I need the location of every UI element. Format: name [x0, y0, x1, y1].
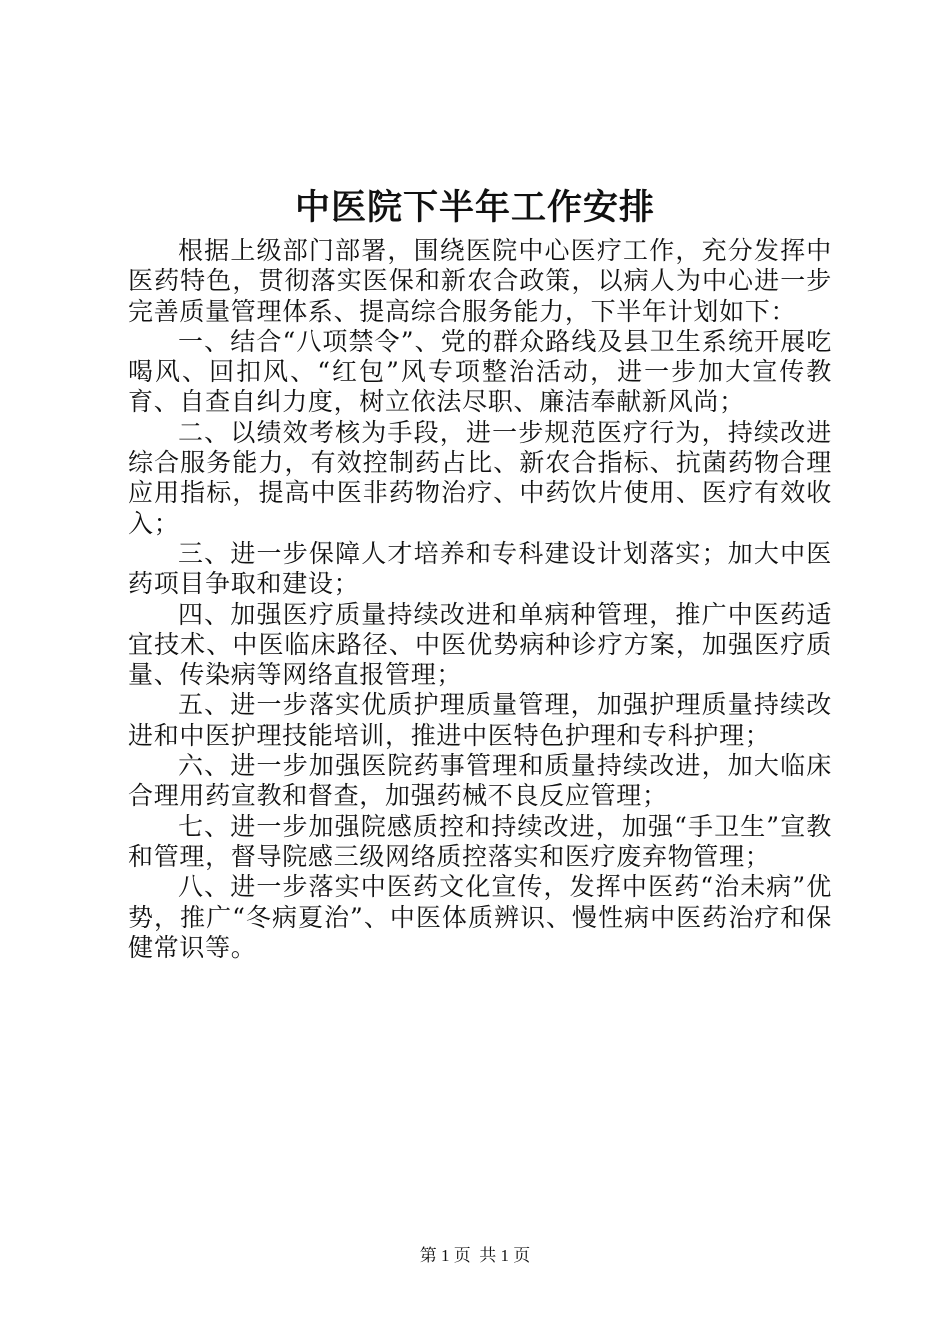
paragraph-item-1: 一、结合“八项禁令”、党的群众路线及县卫生系统开展吃喝风、回扣风、“红包”风专项整治活动，进一步加大宣传教育、自查自纠力度，树立依法尽职、廉洁奉献新风尚；: [128, 326, 832, 417]
page-number-label: 第 1 页 共 1 页: [419, 1246, 531, 1265]
paragraph-item-4: 四、加强医疗质量持续改进和单病种管理，推广中医药适宜技术、中医临床路径、中医优势病种诊疗方案，加强医疗质量、传染病等网络直报管理；: [128, 599, 832, 690]
paragraph-item-5: 五、进一步落实优质护理质量管理，加强护理质量持续改进和中医护理技能培训，推进中医特色护理和专科护理；: [128, 690, 832, 750]
paragraph-item-6: 六、进一步加强医院药事管理和质量持续改进，加大临床合理用药宣教和督查，加强药械不良反应管理；: [128, 751, 832, 811]
paragraph-item-3: 三、进一步保障人才培养和专科建设计划落实；加大中医药项目争取和建设；: [128, 538, 832, 599]
paragraph-item-8: 八、进一步落实中医药文化宣传，发挥中医药“治未病”优势，推广“冬病夏治”、中医体质辨识、慢性病中医药治疗和保健常识等。: [128, 872, 832, 962]
paragraph-item-7: 七、进一步加强院感质控和持续改进，加强“手卫生”宣教和管理，督导院感三级网络质控落实和医疗废弃物管理；: [128, 811, 832, 871]
paragraph-intro: 根据上级部门部署，围绕医院中心医疗工作，充分发挥中医药特色，贯彻落实医保和新农合政策，以病人为中心进一步完善质量管理体系、提高综合服务能力，下半年计划如下：: [128, 236, 832, 326]
document-title: 中医院下半年工作安排: [294, 187, 655, 228]
paragraph-item-2: 二、以绩效考核为手段，进一步规范医疗行为，持续改进综合服务能力，有效控制药占比、新农合指标、抗菌药物合理应用指标，提高中医非药物治疗、中药饮片使用、医疗有效收入；: [128, 417, 832, 538]
page-footer: [0, 1244, 950, 1268]
document-body: [128, 236, 832, 963]
